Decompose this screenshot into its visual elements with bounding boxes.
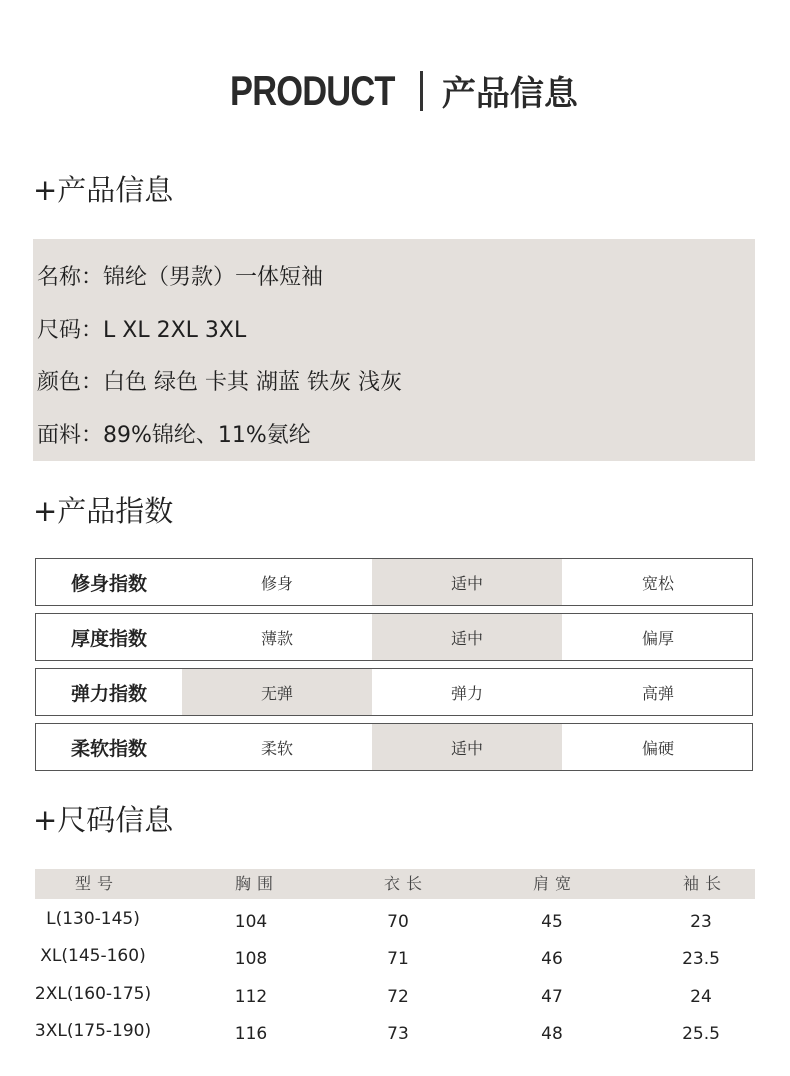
size-cell-sleeve: 23.5 [682,949,720,969]
index-option: 薄款 [260,628,293,648]
index-option: 宽松 [641,573,674,593]
index-label: 柔软指数 [70,737,147,760]
size-cell-shoulder: 47 [541,987,563,1007]
size-cell-sleeve: 24 [690,987,712,1007]
size-cell-chest: 112 [234,987,268,1007]
size-header-chest: 胸围 [234,874,280,893]
product-sizes: 尺码：L XL 2XL 3XL [37,318,247,343]
index-option: 适中 [372,559,562,605]
index-option: 柔软 [260,738,293,758]
product-fabric: 面料：89%锦纶、11%氨纶 [37,423,311,448]
size-cell-model: L(130-145) [46,909,140,929]
header-divider [420,71,423,111]
index-option: 高弹 [641,683,674,703]
size-header-length: 衣长 [383,874,429,893]
index-option: 弹力 [450,683,483,703]
header-title-cn: 产品信息 [441,74,578,114]
index-label: 修身指数 [70,572,147,595]
size-header-model: 型号 [74,874,120,893]
size-cell-model: XL(145-160) [40,946,146,966]
size-cell-shoulder: 45 [541,912,563,932]
size-cell-length: 73 [387,1024,409,1044]
size-cell-length: 72 [387,987,409,1007]
page-header [0,66,790,122]
index-option: 偏硬 [641,738,674,758]
index-option: 修身 [260,573,293,593]
size-cell-model: 2XL(160-175) [34,984,152,1004]
index-option: 适中 [372,724,562,770]
size-table-header [35,869,755,899]
section-title-size-info: +尺码信息 [33,803,174,837]
size-cell-model: 3XL(175-190) [34,1021,152,1041]
size-cell-length: 71 [387,949,409,969]
index-row-softness [35,723,753,771]
size-cell-shoulder: 48 [541,1024,563,1044]
product-info-box [33,239,755,461]
size-cell-sleeve: 25.5 [682,1024,720,1044]
index-option: 适中 [372,614,562,660]
product-name: 名称：锦纶（男款）一体短袖 [37,265,324,290]
index-option: 无弹 [182,669,372,715]
index-row-elasticity [35,668,753,716]
index-row-fit [35,558,753,606]
size-cell-sleeve: 23 [690,912,712,932]
size-cell-shoulder: 46 [541,949,563,969]
size-cell-chest: 104 [234,912,268,932]
index-row-thickness [35,613,753,661]
product-colors: 颜色：白色 绿色 卡其 湖蓝 铁灰 浅灰 [37,370,402,395]
section-title-product-index: +产品指数 [33,494,174,528]
size-header-sleeve: 袖长 [682,874,728,893]
size-cell-length: 70 [387,912,409,932]
index-option: 偏厚 [641,628,674,648]
index-label: 弹力指数 [70,682,147,705]
size-cell-chest: 116 [234,1024,268,1044]
size-cell-chest: 108 [234,949,268,969]
section-title-product-info: +产品信息 [33,173,174,207]
header-title-en: PRODUCT [230,66,395,114]
size-header-shoulder: 肩宽 [532,874,578,893]
index-label: 厚度指数 [70,627,147,650]
